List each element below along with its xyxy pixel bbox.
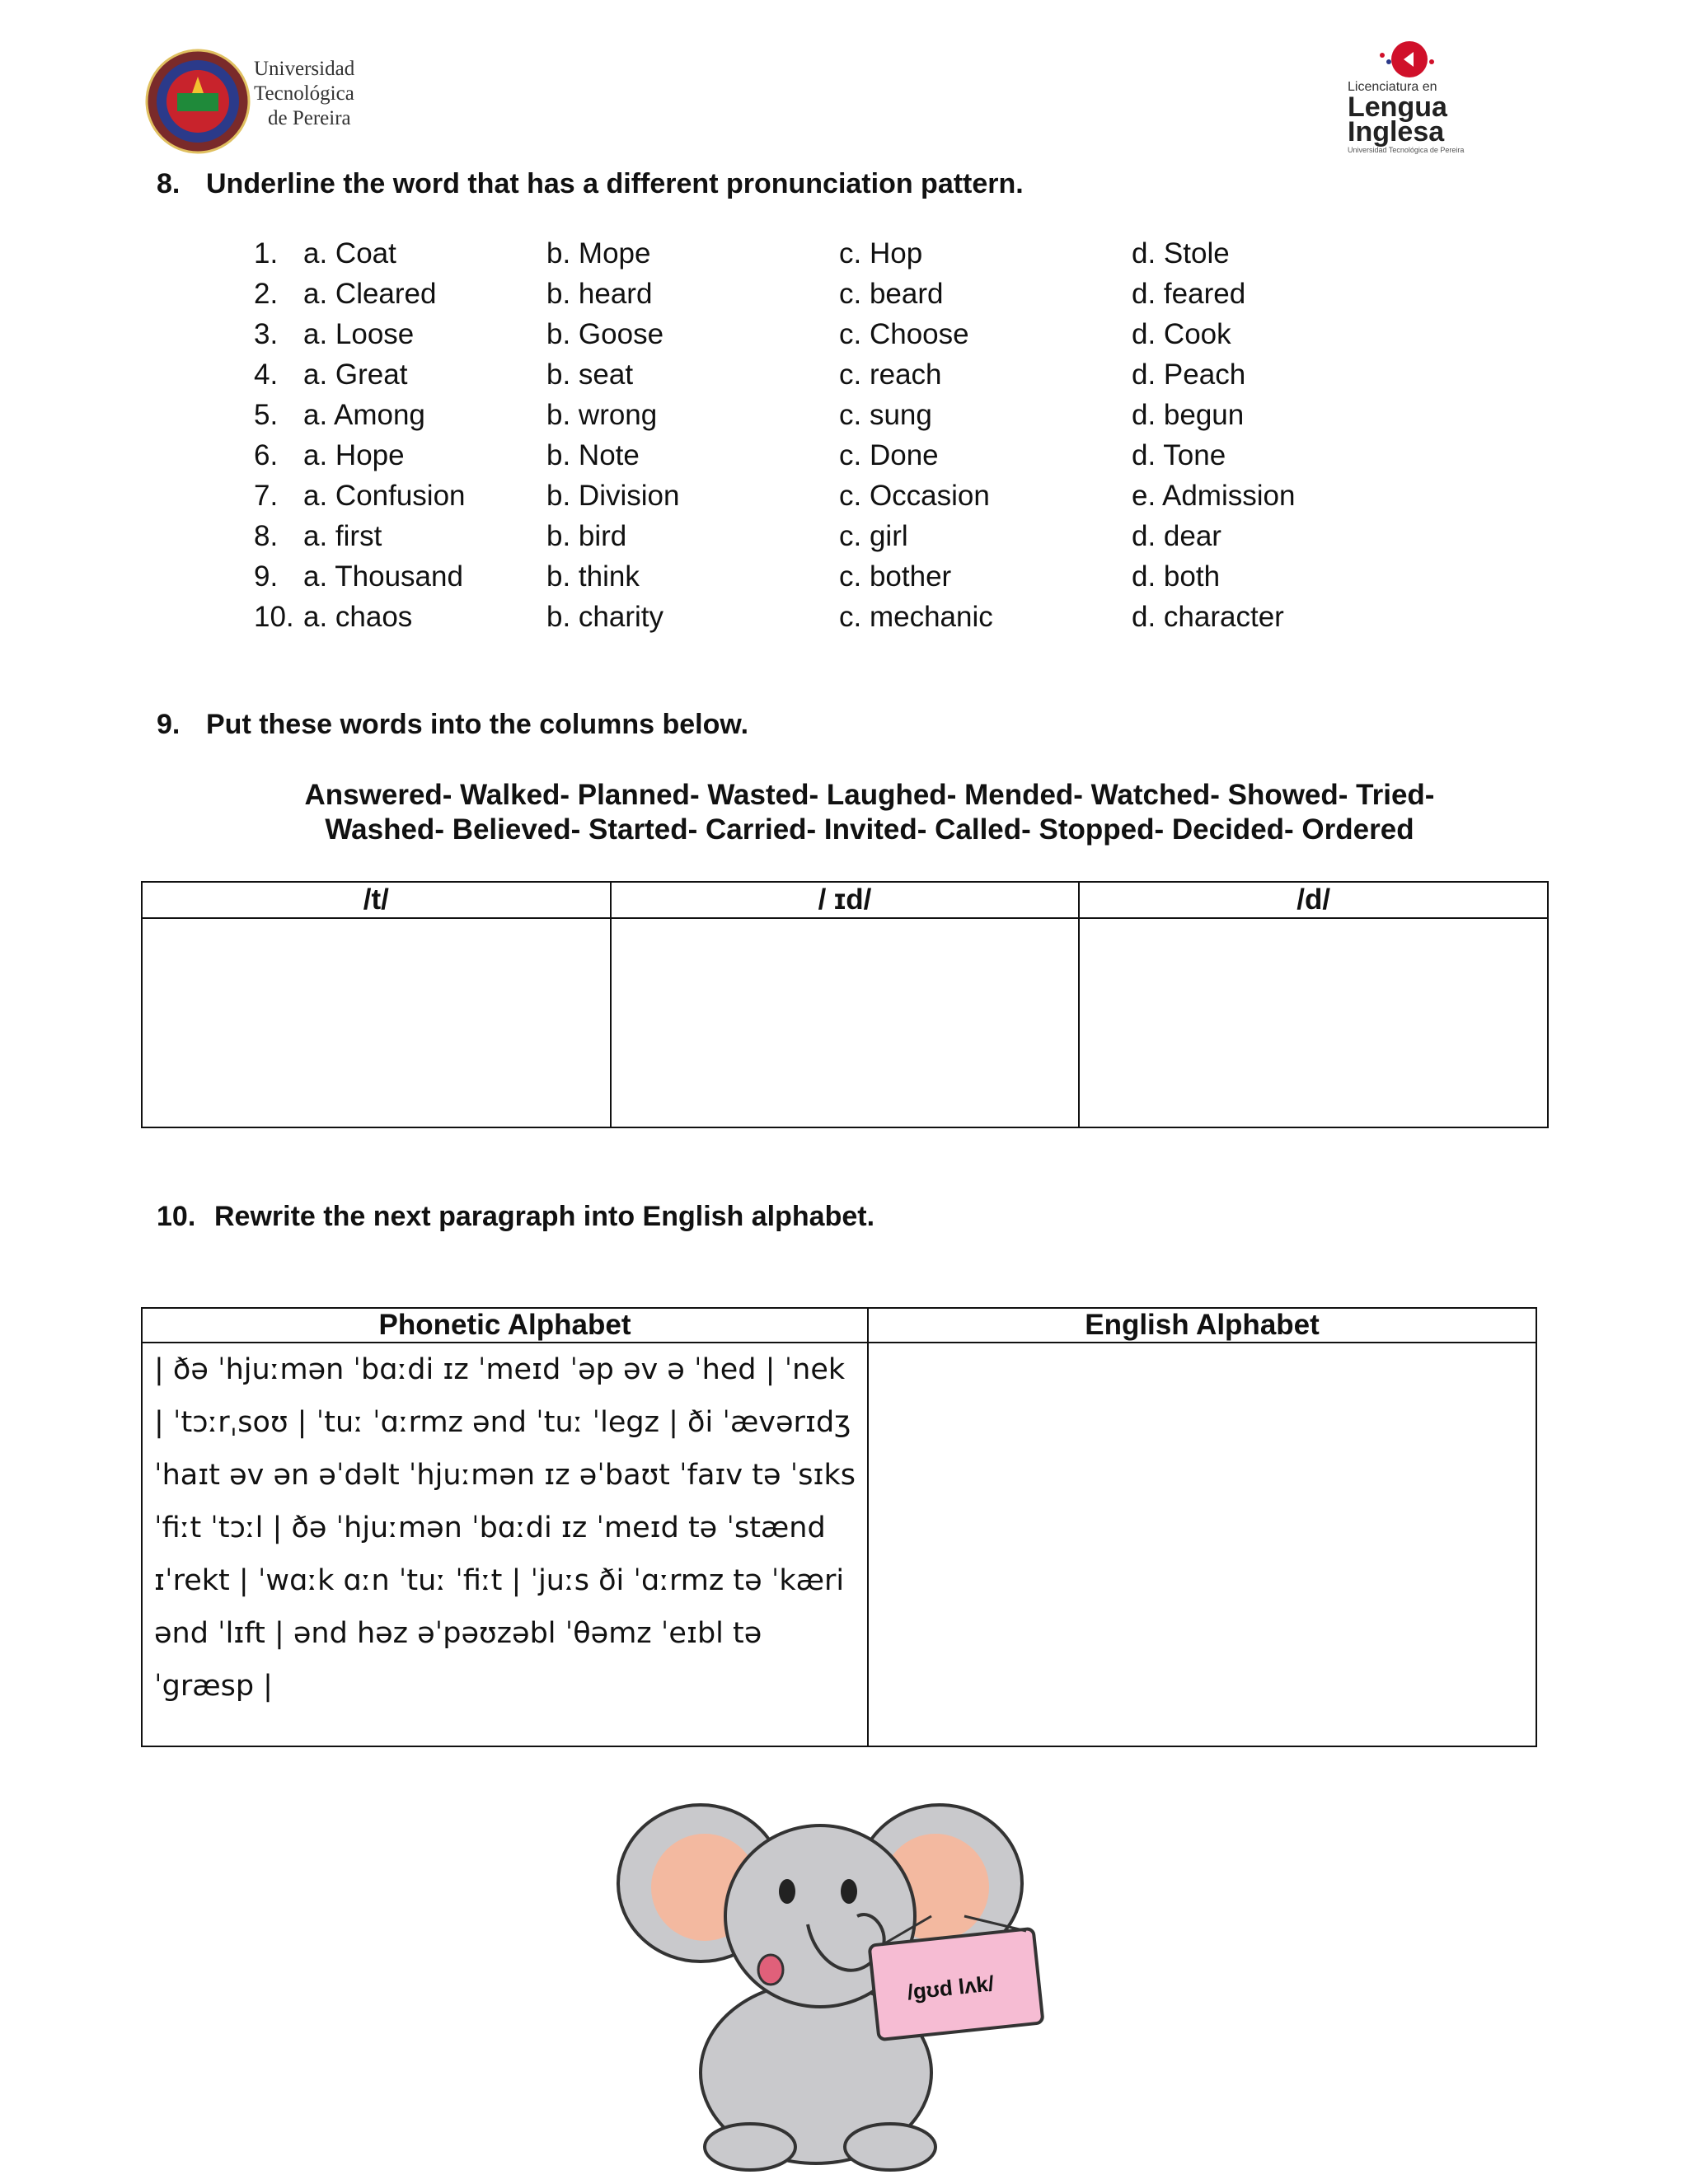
option-d: d. character (1132, 601, 1284, 633)
utp-name-line2: Tecnológica (254, 82, 354, 105)
option-d: d. Cook (1132, 318, 1231, 350)
phonetic-line: | ðə ˈhjuːmən ˈbɑːdi ɪz ˈmeɪd ˈəp əv ə ˈhed | ˈnek (154, 1353, 846, 1386)
option-b: b. charity (546, 601, 663, 633)
option-a: a. Among (303, 399, 425, 431)
exercise-8-heading (157, 168, 1024, 200)
option-b: b. wrong (546, 399, 658, 431)
option-d: d. both (1132, 560, 1221, 593)
item-number: 7. (254, 480, 279, 512)
word-bank-line1: Answered- Walked- Planned- Wasted- Laughed- Mended- Watched- Showed- Tried- (304, 779, 1435, 811)
column-header-phonetic: Phonetic Alphabet (142, 1308, 868, 1343)
item-number: 10. (254, 601, 294, 633)
option-c: c. bother (839, 560, 952, 593)
option-c: c. Occasion (839, 480, 990, 512)
option-c: c. Done (839, 439, 939, 471)
phonetic-line: | ˈtɔːrˌsoʊ | ˈtuː ˈɑːrmz ənd ˈtuː ˈlegz | ði ˈævərɪdʒ (154, 1406, 851, 1439)
program-footer: Universidad Tecnológica de Pereira (1348, 146, 1465, 154)
option-c: c. Choose (839, 318, 969, 350)
option-d: d. Tone (1132, 439, 1226, 471)
column-header-t: /t/ (142, 882, 611, 918)
exercise-9-title: Put these words into the columns below. (206, 709, 749, 740)
sign-text: /gʊd lʌk/ (906, 1971, 996, 2005)
option-b: b. bird (546, 520, 627, 552)
item-number: 6. (254, 439, 279, 471)
option-a: a. Hope (303, 439, 405, 471)
option-b: b. Goose (546, 318, 664, 350)
utp-name-line1: Universidad (254, 58, 355, 80)
answer-cell-d[interactable] (1079, 918, 1548, 1127)
phonetic-line: ənd ˈlɪft | ənd həz əˈpəʊzəbl ˈθəmz ˈeɪbl tə (154, 1617, 762, 1650)
option-a: a. first (303, 520, 382, 552)
exercise-9-number: 9. (157, 709, 181, 740)
program-label-small: Licenciatura en (1348, 80, 1437, 94)
option-b: b. heard (546, 278, 653, 310)
phonetic-line: ˈfiːt ˈtɔːl | ðə ˈhjuːmən ˈbɑːdi ɪz ˈmeɪd tə ˈstænd (154, 1511, 826, 1544)
utp-name-line3: de Pereira (268, 107, 351, 129)
answer-cell-t[interactable] (142, 918, 611, 1127)
column-header-d: /d/ (1079, 882, 1548, 918)
option-b: b. think (546, 560, 640, 593)
english-answer-cell[interactable] (868, 1343, 1536, 1746)
answer-cell-id[interactable] (611, 918, 1080, 1127)
phonetic-line: ˈgræsp | (154, 1670, 273, 1703)
option-a: a. Coat (303, 237, 396, 269)
option-b: b. Note (546, 439, 640, 471)
exercise-8-title: Underline the word that has a different pronunciation pattern. (206, 168, 1024, 199)
item-number: 2. (254, 278, 279, 310)
item-number: 1. (254, 237, 279, 269)
option-d: e. Admission (1132, 480, 1296, 512)
utp-seal-icon (144, 48, 251, 155)
program-emblem-icon (1372, 37, 1438, 82)
exercise-10-title: Rewrite the next paragraph into English alphabet. (214, 1201, 875, 1232)
option-c: c. sung (839, 399, 932, 431)
licenciatura-logo (1339, 37, 1471, 152)
sound-columns-table (141, 881, 1549, 1128)
option-c: c. beard (839, 278, 944, 310)
item-number: 5. (254, 399, 279, 431)
exercise-10-number: 10. (157, 1201, 196, 1232)
transcription-table (141, 1307, 1537, 1747)
option-d: d. dear (1132, 520, 1221, 552)
option-a: a. Great (303, 359, 408, 391)
utp-logo (144, 48, 383, 155)
phonetic-line: ɪˈrekt | ˈwɑːk ɑːn ˈtuː ˈfiːt | ˈjuːs ði ˈɑːrmz tə ˈkæri (154, 1564, 845, 1597)
program-label-inglesa: Inglesa (1348, 116, 1445, 148)
item-number: 8. (254, 520, 279, 552)
phonetic-paragraph (142, 1343, 868, 1746)
word-bank (132, 778, 1607, 847)
option-a: a. chaos (303, 601, 413, 633)
column-header-english: English Alphabet (868, 1308, 1536, 1343)
option-a: a. Loose (303, 318, 415, 350)
option-c: c. mechanic (839, 601, 993, 633)
option-d: d. feared (1132, 278, 1246, 310)
option-b: b. Division (546, 480, 680, 512)
exercise-9-heading (157, 709, 748, 741)
option-d: d. Stole (1132, 237, 1230, 269)
program-label-lengua: Lengua (1348, 91, 1447, 123)
option-a: a. Thousand (303, 560, 463, 593)
item-number: 3. (254, 318, 279, 350)
option-a: a. Cleared (303, 278, 437, 310)
option-c: c. girl (839, 520, 908, 552)
option-a: a. Confusion (303, 480, 466, 512)
phonetic-line: ˈhaɪt əv ən əˈdəlt ˈhjuːmən ɪz əˈbaʊt ˈfaɪv tə ˈsɪks (154, 1459, 856, 1492)
exercise-8-number: 8. (157, 168, 181, 199)
item-number: 4. (254, 359, 279, 391)
elephant-icon (610, 1793, 1071, 2172)
option-c: c. Hop (839, 237, 923, 269)
option-d: d. Peach (1132, 359, 1246, 391)
option-b: b. seat (546, 359, 634, 391)
item-number: 9. (254, 560, 279, 593)
option-d: d. begun (1132, 399, 1245, 431)
column-header-id: / ɪd/ (611, 882, 1080, 918)
word-bank-line2: Washed- Believed- Started- Carried- Invited- Called- Stopped- Decided- Ordered (325, 813, 1414, 846)
exercise-10-heading (157, 1201, 874, 1233)
elephant-illustration (610, 1793, 1071, 2172)
option-b: b. Mope (546, 237, 651, 269)
option-c: c. reach (839, 359, 942, 391)
